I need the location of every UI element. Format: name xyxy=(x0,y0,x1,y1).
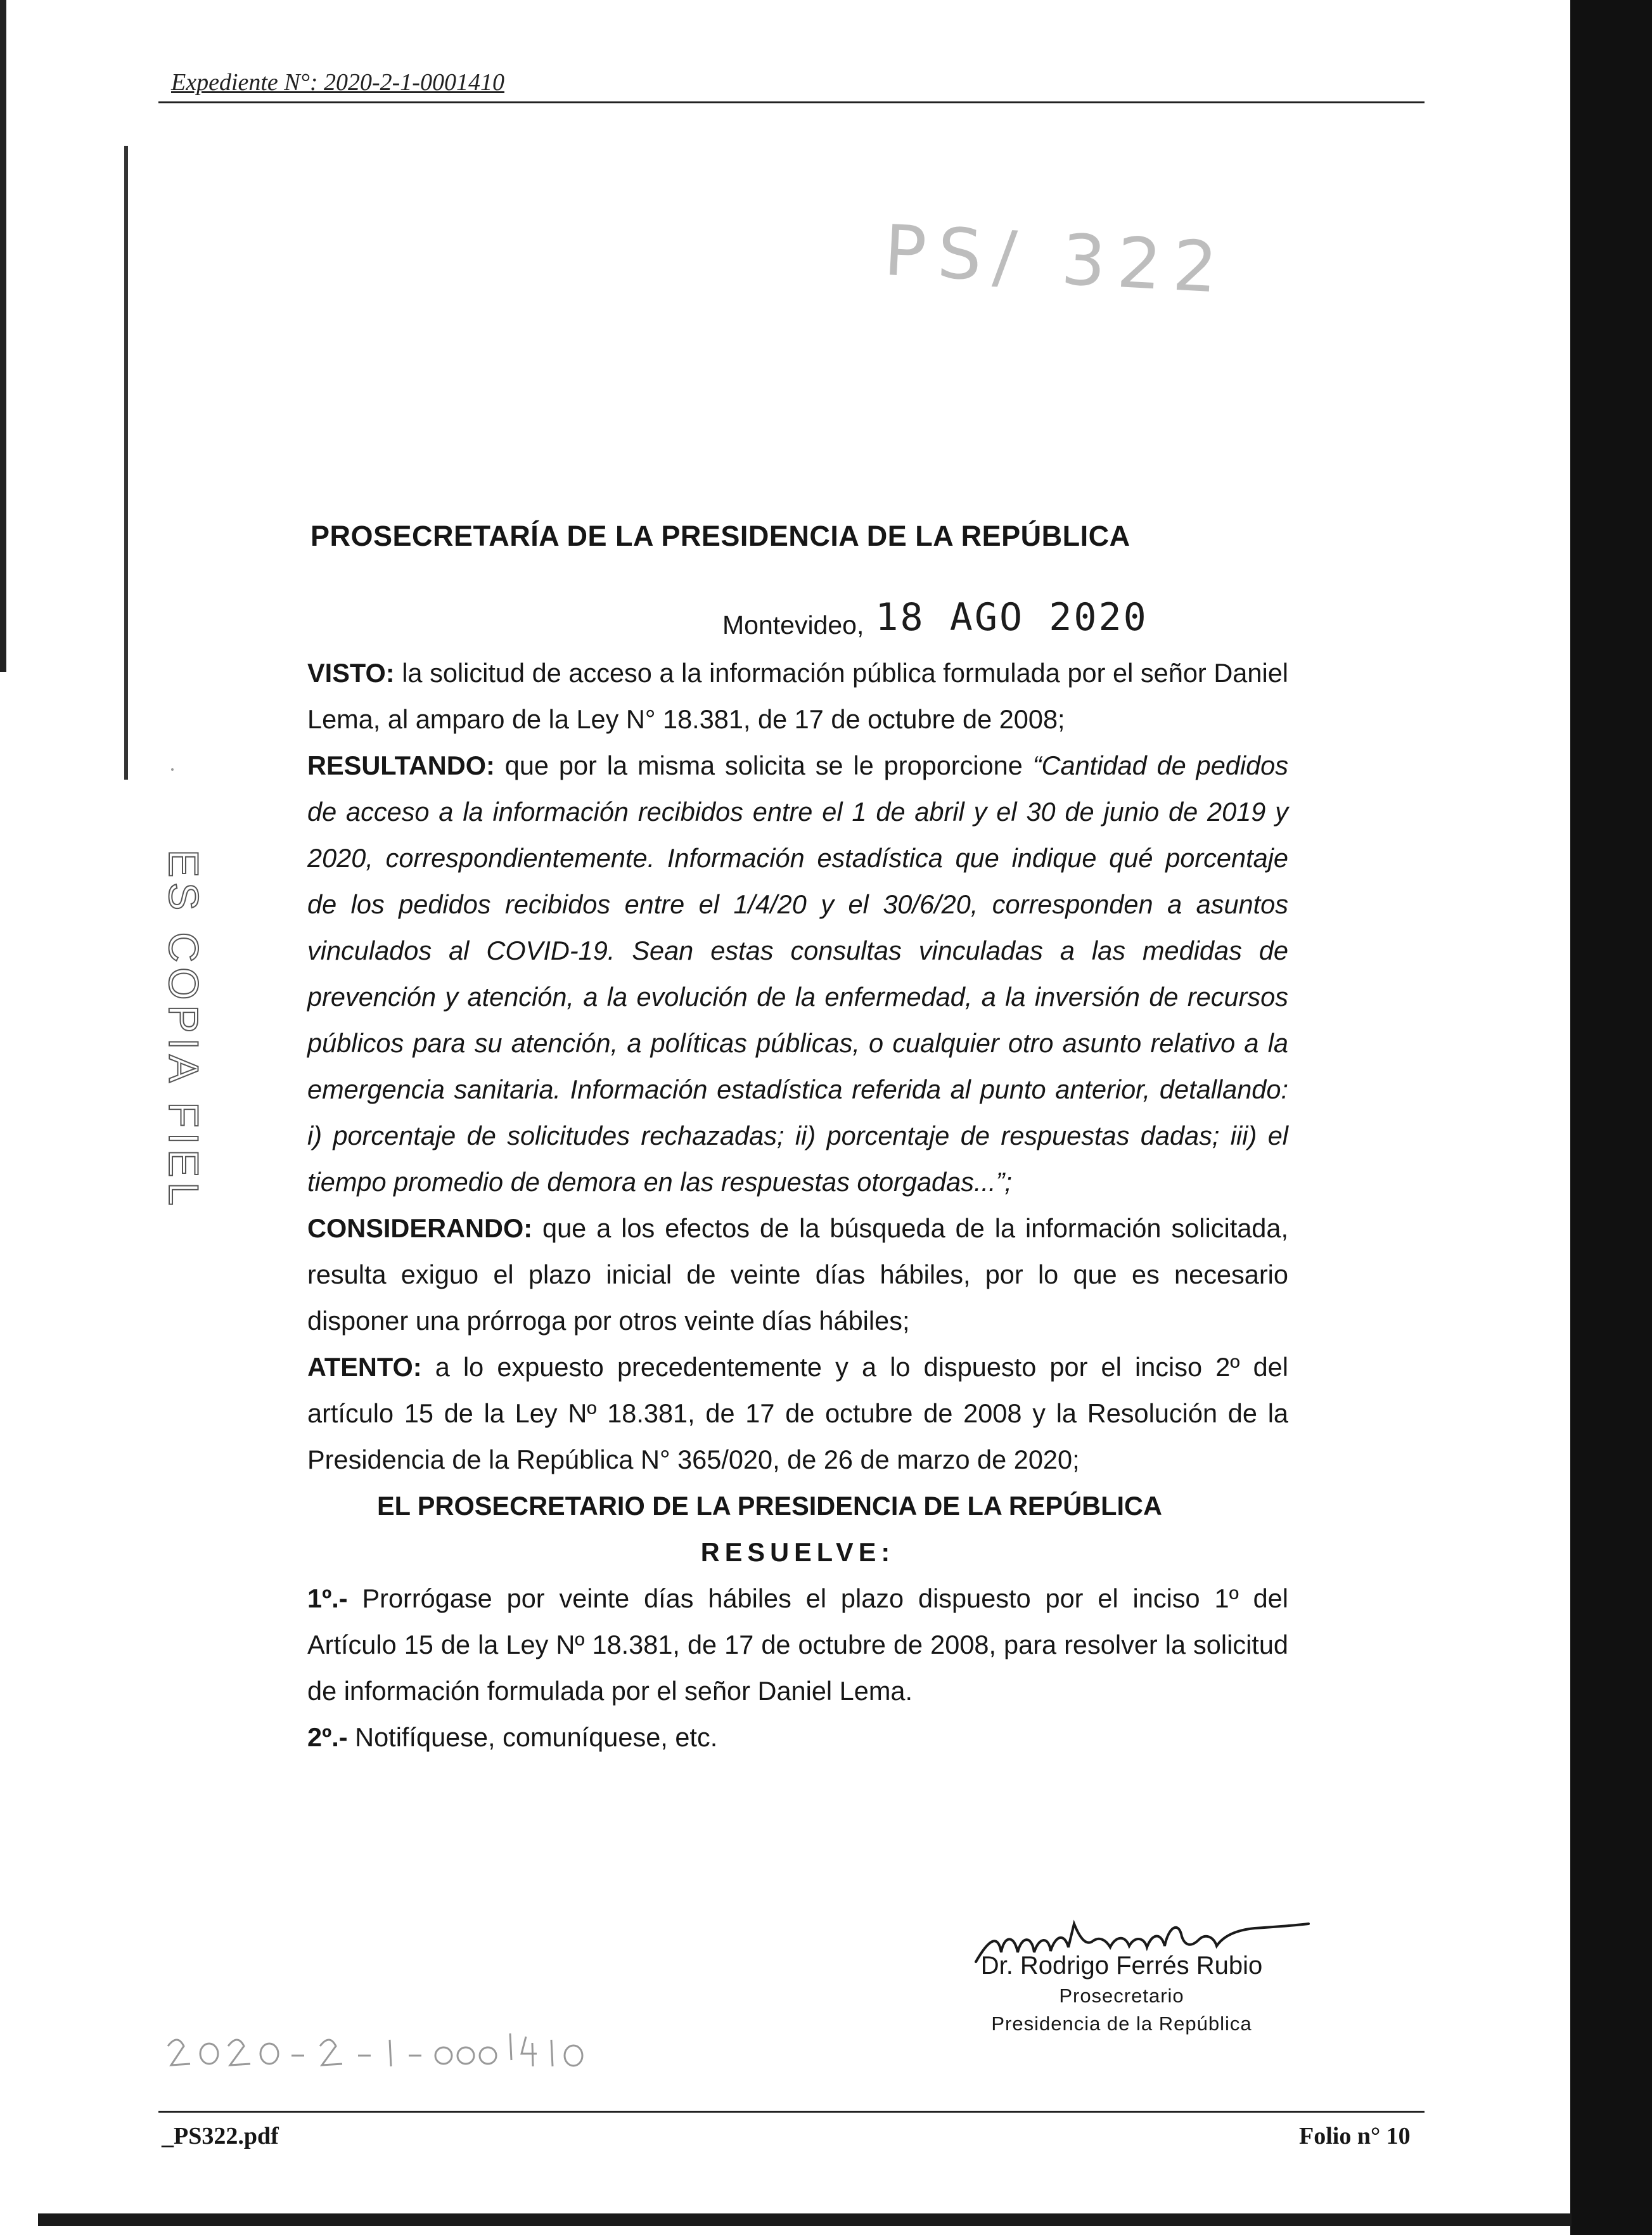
resolution-item-2 xyxy=(307,1714,1288,1760)
atento-label: ATENTO: xyxy=(307,1352,422,1382)
place: Montevideo, xyxy=(722,610,864,640)
item2-text: Notifíquese, comuníquese, etc. xyxy=(347,1722,718,1752)
side-stamp-text: ES COPIA FIEL xyxy=(160,849,207,1211)
resultando-text: que por la misma solicita se le proporcione xyxy=(494,750,1033,780)
visto-paragraph xyxy=(307,650,1288,742)
visto-text: la solicitud de acceso a la información pública formulada por el señor Daniel Lema, al amparo de la Ley N° 18.381, de 17 de octubre de 2008; xyxy=(307,658,1288,734)
scan-border-left xyxy=(0,0,6,672)
considerando-paragraph xyxy=(307,1205,1288,1344)
footer-filename: _PS322.pdf xyxy=(162,2123,279,2149)
resolution-item-1 xyxy=(307,1575,1288,1714)
signatory-name: Dr. Rodrigo Ferrés Rubio xyxy=(980,1952,1263,1980)
scan-border-bottom xyxy=(38,2213,1572,2226)
place-date xyxy=(722,595,1148,643)
office-title: PROSECRETARÍA DE LA PRESIDENCIA DE LA REPÚBLICA xyxy=(311,520,1130,552)
handwritten-expediente-note xyxy=(162,2021,643,2078)
ps-number-stamp: PS/ 322 xyxy=(882,209,1231,309)
visto-label: VISTO: xyxy=(307,658,395,688)
resultando-label: RESULTANDO: xyxy=(307,750,495,780)
resuelve-heading: RESUELVE: xyxy=(700,1537,895,1567)
resolve-heading: EL PROSECRETARIO DE LA PRESIDENCIA DE LA REPÚBLICA xyxy=(377,1491,1162,1521)
considerando-label: CONSIDERANDO: xyxy=(307,1213,533,1243)
item2-label: 2º.- xyxy=(307,1722,348,1752)
document-body xyxy=(307,650,1288,1760)
signature-block xyxy=(944,1949,1299,2038)
item1-label: 1º.- xyxy=(307,1583,348,1613)
header-rule xyxy=(158,101,1425,103)
considerando-text: que a los efectos de la búsqueda de la información solicitada, resulta exiguo el plazo inicial de veinte días hábiles, por lo que es necesario disponer una prórroga por otros veinte días hábiles; xyxy=(307,1213,1288,1336)
resultando-paragraph xyxy=(307,742,1288,1205)
footer-folio: Folio n° 10 xyxy=(1299,2123,1411,2149)
expediente-number: Expediente N°: 2020-2-1-0001410 xyxy=(171,69,504,96)
item1-text: Prorrógase por veinte días hábiles el plazo dispuesto por el inciso 1º del Artículo 15 de la Ley Nº 18.381, de 17 de octubre de 2008, para resolver la solicitud de información formulada por el señor Daniel Lema. xyxy=(307,1583,1288,1706)
date-stamp: 18 AGO 2020 xyxy=(875,595,1148,640)
signatory-institution: Presidencia de la República xyxy=(991,2013,1252,2035)
resultando-quote: “Cantidad de pedidos de acceso a la información recibidos entre el 1 de abril y el 30 de junio de 2019 y 2020, correspondientemente. Información estadística que indique qué porcentaje de los pedidos recibidos entre el 1/4/20 y el 30/6/20, corresponden a asuntos vinculados al COVID-19. Sean estas consultas vinculadas a las medidas de prevención y atención, a la evolución de la enfermedad, a la inversión de recursos públicos para su atención, a políticas públicas, o cualquier otro asunto relativo a la emergencia sanitaria. Información estadística referida al punto anterior, detallando: i) porcentaje de solicitudes rechazadas; ii) porcentaje de respuestas dadas; iii) el tiempo promedio de demora en las respuestas otorgadas...”; xyxy=(307,750,1288,1197)
scan-border-right xyxy=(1570,0,1652,2235)
signatory-role: Prosecretario xyxy=(1059,1985,1184,2007)
atento-text: a lo expuesto precedentemente y a lo dispuesto por el inciso 2º del artículo 15 de la Ley Nº 18.381, de 17 de octubre de 2008 y la Resolución de la Presidencia de la República N° 365/020, de 26 de marzo de 2020; xyxy=(307,1352,1288,1474)
footer-rule xyxy=(158,2111,1425,2113)
atento-paragraph xyxy=(307,1344,1288,1483)
scan-speck xyxy=(171,768,174,771)
scan-border-left-inner xyxy=(124,146,128,780)
